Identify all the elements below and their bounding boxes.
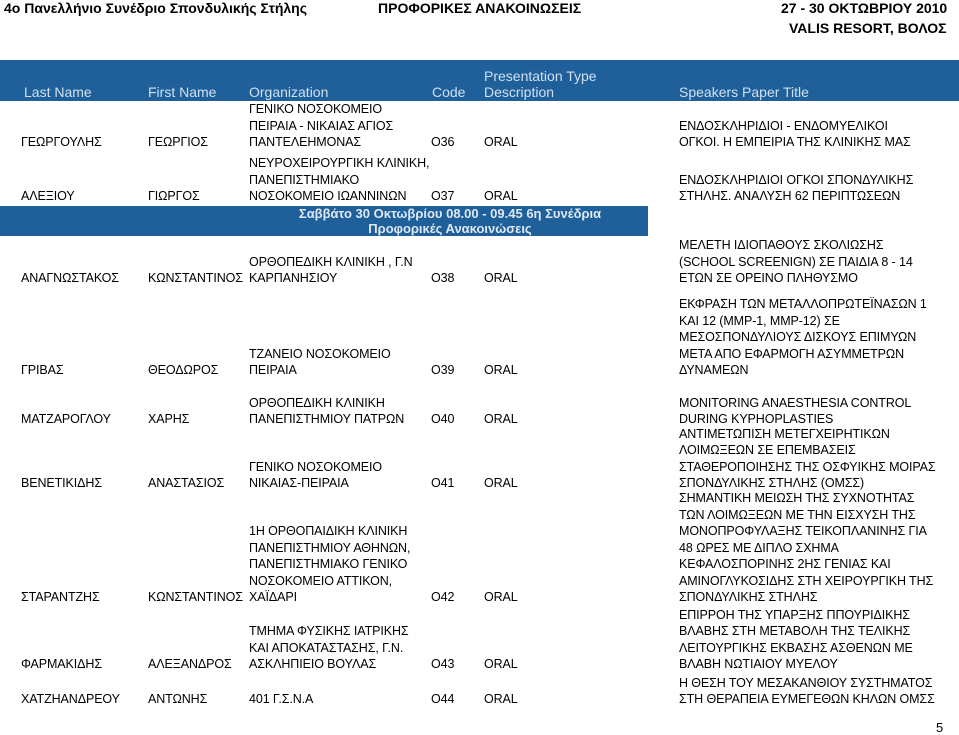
organization-line: 1Η ΟΡΘΟΠΑΙΔΙΚΗ ΚΛΙΝΙΚΗ bbox=[249, 524, 408, 538]
paper-title-line: ΜΕΤΑ ΑΠΟ ΕΦΑΡΜΟΓΗ ΑΣΥΜΜΕΤΡΩΝ bbox=[679, 346, 905, 361]
last-name-cell: ΦΑΡΜΑΚΙΔΗΣ bbox=[21, 657, 102, 671]
organization-line: ΚΑΙ ΑΠΟΚΑΤΑΣΤΑΣΗΣ, Γ.Ν. bbox=[249, 640, 404, 655]
paper-title-line: ΒΛΑΒΗ ΝΩΤΙΑΙΟΥ ΜΥΕΛΟΥ bbox=[679, 657, 838, 671]
paper-title-line: ΣΗΜΑΝΤΙΚΗ ΜΕΙΩΣΗ ΤΗΣ ΣΥΧΝΟΤΗΤΑΣ bbox=[679, 491, 915, 505]
code-cell: Ο37 bbox=[431, 189, 455, 203]
type-cell: ORAL bbox=[484, 476, 518, 490]
paper-title-line: 48 ΩΡΕΣ ΜΕ ΔΙΠΛΟ ΣΧΗΜΑ bbox=[679, 540, 839, 555]
last-name-cell: ΓΡΙΒΑΣ bbox=[21, 363, 64, 377]
paper-title-line: DURING KYPHOPLASTIES bbox=[679, 412, 834, 426]
col-first-name: First Name bbox=[148, 84, 217, 100]
paper-title-line: ΕΝΔΟΣΚΛΗΡΙΔΙΟΙ - ΕΝΔΟΜΥΕΛΙΚΟΙ bbox=[679, 118, 888, 133]
paper-title-line: Η ΘΕΣΗ ΤΟΥ ΜΕΣΑΚΑΝΘΙΟΥ ΣΥΣΤΗΜΑΤΟΣ bbox=[679, 675, 933, 690]
first-name-cell: ΓΙΩΡΓΟΣ bbox=[148, 189, 200, 203]
paper-title-line: ΑΝΤΙΜΕΤΩΠΙΣΗ ΜΕΤΕΓΧΕΙΡΗΤΙΚΩΝ bbox=[679, 426, 890, 441]
paper-title-line: ΛΟΙΜΩΞΕΩΝ ΣΕ ΕΠΕΜΒΑΣΕΙΣ bbox=[679, 443, 856, 457]
type-cell: ORAL bbox=[484, 412, 518, 426]
code-cell: Ο38 bbox=[431, 271, 455, 285]
first-name-cell: ΑΝΑΣΤΑΣΙΟΣ bbox=[148, 476, 225, 490]
organization-line: ΓΕΝΙΚΟ ΝΟΣΟΚΟΜΕΙΟ bbox=[249, 459, 382, 474]
paper-title-line: ΚΕΦΑΛΟΣΠΟΡΙΝΗΣ 2ΗΣ ΓΕΝΙΑΣ ΚΑΙ bbox=[679, 557, 891, 571]
page-number: 5 bbox=[936, 720, 944, 735]
organization-line: ΠΕΙΡΑΙΑ bbox=[249, 363, 297, 377]
last-name-cell: ΑΛΕΞΙΟΥ bbox=[21, 189, 75, 203]
organization-line: ΑΣΚΛΗΠΙΕΙΟ ΒΟΥΛΑΣ bbox=[249, 657, 377, 671]
col-last-name: Last Name bbox=[24, 84, 92, 100]
last-name-cell: ΣΤΑΡΑΝΤΖΗΣ bbox=[21, 590, 100, 604]
col-description: Description bbox=[484, 84, 555, 100]
organization-line: ΓΕΝΙΚΟ ΝΟΣΟΚΟΜΕΙΟ bbox=[249, 102, 382, 116]
code-cell: Ο40 bbox=[431, 412, 455, 426]
organization-line: ΠΑΝΕΠΙΣΤΗΜΙΑΚΟ bbox=[249, 172, 360, 187]
organization-line: ΠΕΙΡΑΙΑ - ΝΙΚΑΙΑΣ ΑΓΙΟΣ bbox=[249, 118, 394, 133]
paper-title-line: ΒΛΑΒΗΣ ΣΤΗ ΜΕΤΑΒΟΛΗ ΤΗΣ ΤΕΛΙΚΗΣ bbox=[679, 624, 911, 638]
code-cell: Ο44 bbox=[431, 692, 455, 706]
first-name-cell: ΚΩΝΣΤΑΝΤΙΝΟΣ bbox=[148, 590, 243, 604]
organization-line: ΠΑΝΕΠΙΣΤΗΜΙΟΥ ΑΘΗΝΩΝ, bbox=[249, 540, 411, 555]
organization-line: ΝΟΣΟΚΟΜΕΙΟ ΑΤΤΙΚΟΝ, bbox=[249, 573, 393, 588]
col-organization: Organization bbox=[249, 84, 329, 100]
organization-line: ΠΑΝΕΠΙΣΤΗΜΙΑΚΟ ΓΕΝΙΚΟ bbox=[249, 557, 408, 571]
organization-line: ΤΖΑΝΕΙΟ ΝΟΣΟΚΟΜΕΙΟ bbox=[249, 346, 391, 361]
organization-line: ΚΑΡΠΑΝΗΣΙΟΥ bbox=[249, 271, 338, 285]
paper-title-line: ΕΚΦΡΑΣΗ ΤΩΝ ΜΕΤΑΛΛΟΠΡΩΤΕΪΝΑΣΩΝ 1 bbox=[679, 297, 927, 311]
organization-line: ΝΟΣΟΚΟΜΕΙΟ ΙΩΑΝΝΙΝΩΝ bbox=[249, 189, 407, 203]
col-presentation-type: Presentation Type bbox=[484, 68, 597, 84]
organization-line: ΝΙΚΑΙΑΣ-ΠΕΙΡΑΙΑ bbox=[249, 476, 349, 490]
paper-title-line: ΤΩΝ ΛΟΙΜΩΞΕΩΝ ΜΕ ΤΗΝ ΕΙΣΧΥΣΗ ΤΗΣ bbox=[679, 507, 916, 522]
col-speakers-paper-title: Speakers Paper Title bbox=[679, 84, 809, 100]
paper-title-line: MONITORING ANAESTHESIA CONTROL bbox=[679, 395, 912, 410]
session-band-line2: Προφορικές Ανακοινώσεις bbox=[368, 221, 532, 236]
type-cell: ORAL bbox=[484, 135, 518, 149]
type-cell: ORAL bbox=[484, 692, 518, 706]
paper-title-line: ΚΑΙ 12 (MMP-1, MMP-12) ΣΕ bbox=[679, 313, 840, 328]
type-cell: ORAL bbox=[484, 363, 518, 377]
last-name-cell: ΓΕΩΡΓΟΥΛΗΣ bbox=[21, 135, 102, 149]
paper-title-line: ΕΝΔΟΣΚΛΗΡΙΔΙΟΙ ΟΓΚΟΙ ΣΠΟΝΔΥΛΙΚΗΣ bbox=[679, 172, 914, 187]
code-cell: Ο36 bbox=[431, 135, 455, 149]
first-name-cell: ΧΑΡΗΣ bbox=[148, 412, 190, 426]
paper-title-line: ΣΠΟΝΔΥΛΙΚΗΣ ΣΤΗΛΗΣ bbox=[679, 590, 818, 604]
conference-name: 4o Πανελλήνιο Συνέδριο Σπονδυλικής Στήλης bbox=[4, 0, 308, 16]
col-code: Code bbox=[432, 84, 466, 100]
paper-title-line: ΕΤΩΝ ΣΕ ΟΡΕΙΝΟ ΠΛΗΘΥΣΜΟ bbox=[679, 271, 858, 285]
code-cell: Ο42 bbox=[431, 590, 455, 604]
paper-title-line: ΣΤΗΛΗΣ. ΑΝΑΛΥΣΗ 62 ΠΕΡΙΠΤΩΣΕΩΝ bbox=[679, 189, 901, 203]
code-cell: Ο41 bbox=[431, 476, 455, 490]
organization-line: ΠΑΝΕΠΙΣΤΗΜΙΟΥ ΠΑΤΡΩΝ bbox=[249, 412, 405, 426]
organization-line: ΟΡΘΟΠΕΔΙΚΗ ΚΛΙΝΙΚΗ bbox=[249, 395, 385, 410]
document-title: ΠΡΟΦΟΡΙΚΕΣ ΑΝΑΚΟΙΝΩΣΕΙΣ bbox=[378, 0, 582, 16]
last-name-cell: ΒΕΝΕΤΙΚΙΔΗΣ bbox=[21, 476, 102, 490]
first-name-cell: ΘΕΟΔΩΡΟΣ bbox=[148, 363, 219, 377]
organization-line: ΝΕΥΡΟΧΕΙΡΟΥΡΓΙΚΗ ΚΛΙΝΙΚΗ, bbox=[249, 156, 430, 170]
organization-line: 401 Γ.Σ.Ν.Α bbox=[249, 692, 314, 706]
paper-title-line: ΣΠΟΝΔΥΛΙΚΗΣ ΣΤΗΛΗΣ (ΟΜΣΣ) bbox=[679, 476, 865, 490]
organization-line: ΧΑΪΔΑΡΙ bbox=[249, 590, 297, 604]
type-cell: ORAL bbox=[484, 189, 518, 203]
type-cell: ORAL bbox=[484, 657, 518, 671]
organization-line: ΟΡΘΟΠΕΔΙΚΗ ΚΛΙΝΙΚΗ , Γ.Ν bbox=[249, 254, 413, 269]
type-cell: ORAL bbox=[484, 590, 518, 604]
last-name-cell: ΑΝΑΓΝΩΣΤΑΚΟΣ bbox=[21, 271, 119, 285]
code-cell: Ο43 bbox=[431, 657, 455, 671]
paper-title-line: ΟΓΚΟΙ. Η ΕΜΠΕΙΡΙΑ ΤΗΣ ΚΛΙΝΙΚΗΣ ΜΑΣ bbox=[679, 135, 911, 149]
paper-title-line: (SCHOOL SCREENIGN) ΣΕ ΠΑΙΔΙΑ 8 - 14 bbox=[679, 254, 913, 269]
paper-title-line: ΔΥΝΑΜΕΩΝ bbox=[679, 363, 749, 377]
last-name-cell: ΧΑΤΖΗΑΝΔΡΕΟΥ bbox=[21, 692, 120, 706]
code-cell: Ο39 bbox=[431, 363, 455, 377]
paper-title-line: ΜΕΣΟΣΠΟΝΔΥΛΙΟΥΣ ΔΙΣΚΟΥΣ ΕΠΙΜΥΩΝ bbox=[679, 330, 917, 344]
first-name-cell: ΑΝΤΩΝΗΣ bbox=[148, 692, 208, 706]
last-name-cell: ΜΑΤΖΑΡΟΓΛΟΥ bbox=[21, 412, 111, 426]
conference-venue: VALIS RESORT, ΒΟΛΟΣ bbox=[789, 20, 947, 36]
paper-title-line: ΜΕΛΕΤΗ ΙΔΙΟΠΑΘΟΥΣ ΣΚΟΛΙΩΣΗΣ bbox=[679, 238, 884, 252]
paper-title-line: ΣΤΗ ΘΕΡΑΠΕΙΑ ΕΥΜΕΓΕΘΩΝ ΚΗΛΩΝ ΟΜΣΣ bbox=[679, 692, 935, 706]
organization-line: ΠΑΝΤΕΛΕΗΜΟΝΑΣ bbox=[249, 135, 362, 149]
first-name-cell: ΑΛΕΞΑΝΔΡΟΣ bbox=[148, 657, 232, 671]
paper-title-line: ΛΕΙΤΟΥΡΓΙΚΗΣ ΕΚΒΑΣΗΣ ΑΣΘΕΝΩΝ ΜΕ bbox=[679, 640, 913, 655]
session-band-line1: Σαββάτο 30 Οκτωβρίου 08.00 - 09.45 6η Συνέδρια bbox=[298, 206, 602, 221]
paper-title-line: ΣΤΑΘΕΡΟΠΟΙΗΣΗΣ ΤΗΣ ΟΣΦΥΙΚΗΣ ΜΟΙΡΑΣ bbox=[679, 459, 936, 474]
paper-title-line: ΜΟΝΟΠΡΟΦΥΛΑΞΗΣ ΤΕΙΚΟΠΛΑΝΙΝΗΣ ΓΙΑ bbox=[679, 524, 927, 538]
type-cell: ORAL bbox=[484, 271, 518, 285]
conference-dates: 27 - 30 ΟΚΤΩΒΡΙΟΥ 2010 bbox=[781, 0, 948, 16]
paper-title-line: ΑΜΙΝΟΓΛΥΚΟΣΙΔΗΣ ΣΤΗ ΧΕΙΡΟΥΡΓΙΚΗ ΤΗΣ bbox=[679, 573, 934, 588]
paper-title-line: ΕΠΙΡΡΟΗ ΤΗΣ ΥΠΑΡΞΗΣ ΠΠΟΥΡΙΔΙΚΗΣ bbox=[679, 607, 910, 622]
organization-line: ΤΜΗΜΑ ΦΥΣΙΚΗΣ ΙΑΤΡΙΚΗΣ bbox=[249, 624, 409, 638]
first-name-cell: ΓΕΩΡΓΙΟΣ bbox=[148, 135, 208, 149]
first-name-cell: ΚΩΝΣΤΑΝΤΙΝΟΣ bbox=[148, 271, 243, 285]
